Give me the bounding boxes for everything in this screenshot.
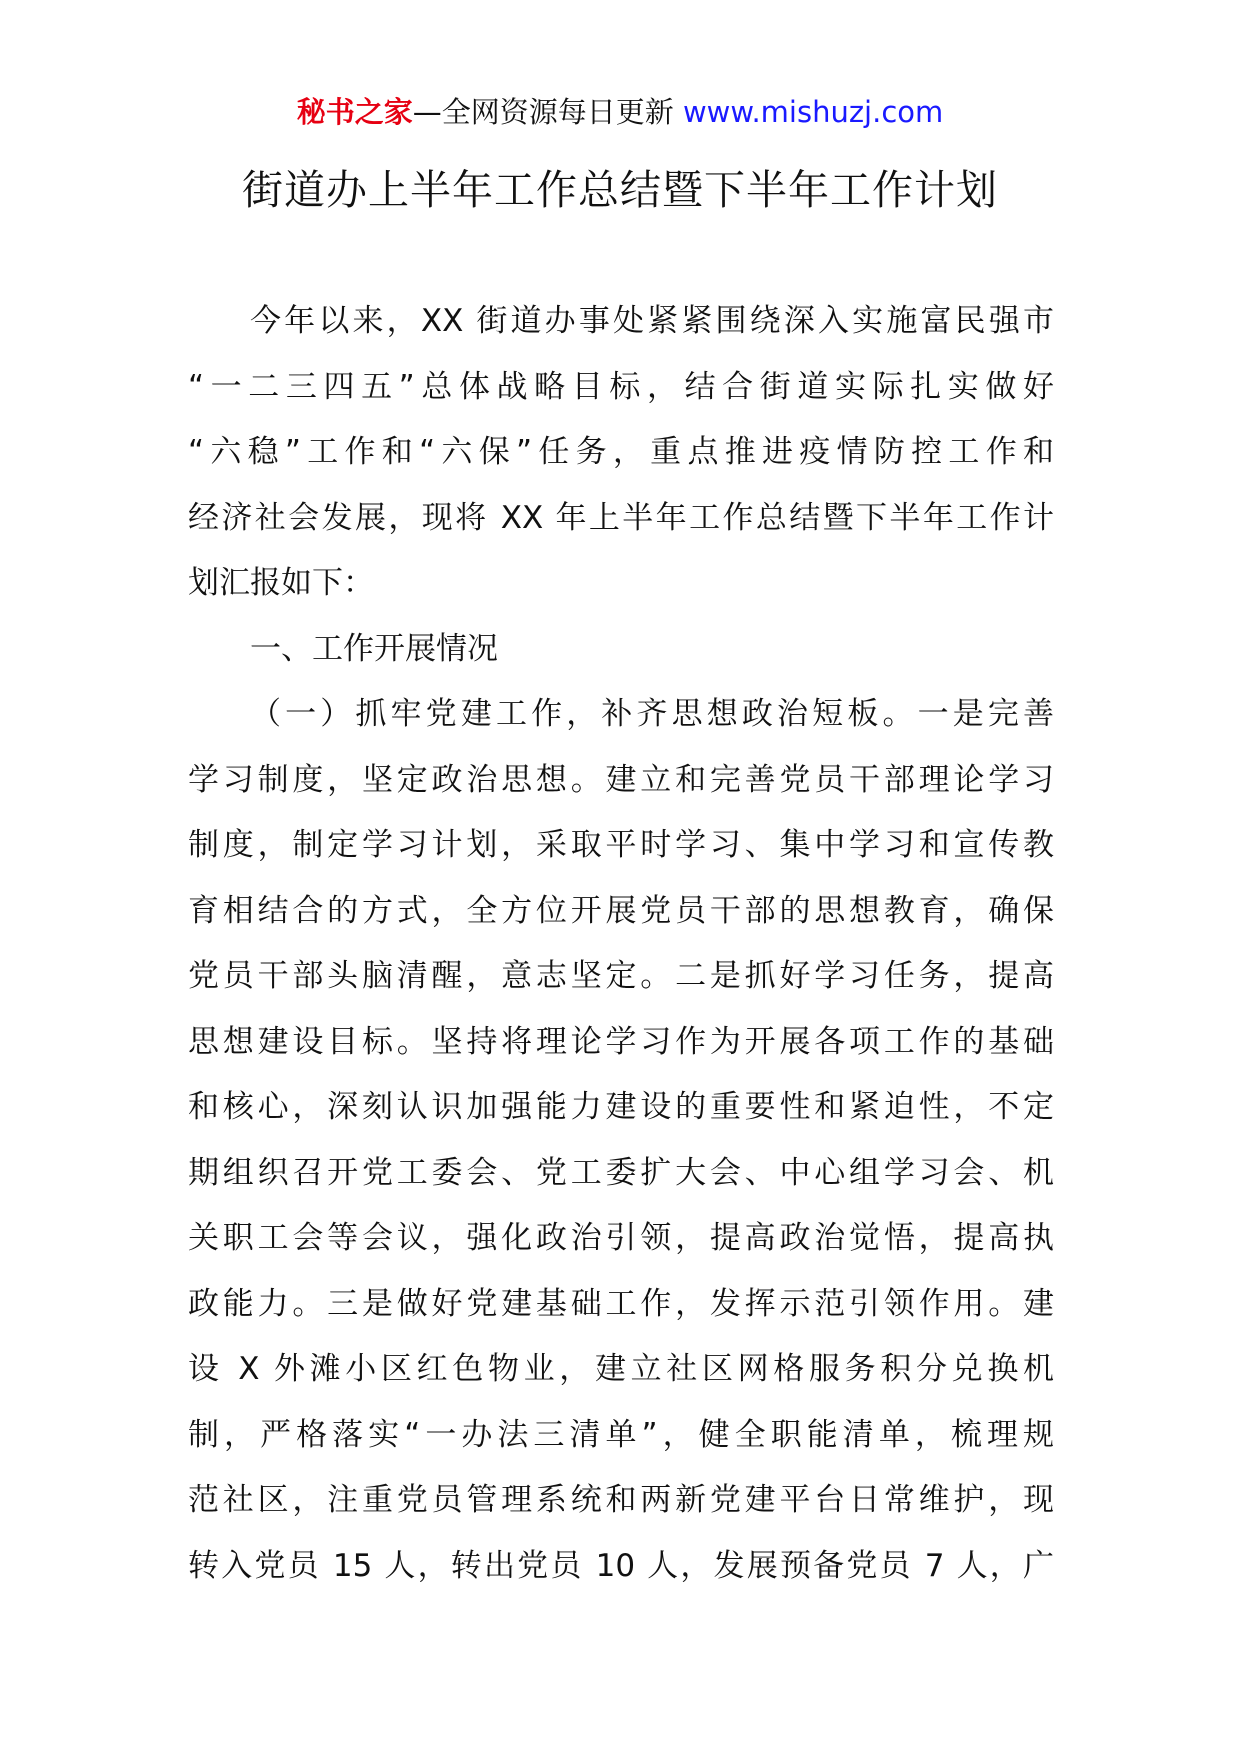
paragraph-line: “一二三四五”总体战略目标，结合街道实际扎实做好 — [188, 368, 1054, 405]
document-body — [188, 289, 1054, 1599]
banner-tagline: —全网资源每日更新 — [412, 95, 674, 129]
paragraph-line: 育相结合的方式，全方位开展党员干部的思想教育，确保 — [188, 892, 1054, 929]
paragraph-line: 今年以来，XX 街道办事处紧紧围绕深入实施富民强市 — [250, 303, 1054, 339]
section-heading: 一、工作开展情况 — [250, 630, 498, 667]
brand-name: 秘书之家 — [296, 95, 413, 129]
paragraph-line: 思想建设目标。坚持将理论学习作为开展各项工作的基础 — [188, 1023, 1054, 1060]
paragraph-line: 关职工会等会议，强化政治引领，提高政治觉悟，提高执 — [188, 1220, 1054, 1256]
paragraph-line: 学习制度，坚定政治思想。建立和完善党员干部理论学习 — [188, 761, 1054, 798]
paragraph-line: 党员干部头脑清醒，意志坚定。二是抓好学习任务，提高 — [188, 958, 1054, 994]
paragraph-line: 期组织召开党工委会、党工委扩大会、中心组学习会、机 — [188, 1154, 1054, 1191]
paragraph-line: 政能力。三是做好党建基础工作，发挥示范引领作用。建 — [188, 1285, 1054, 1322]
paragraph-line: （一）抓牢党建工作，补齐思想政治短板。一是完善 — [250, 696, 1054, 732]
paragraph-line: 转入党员 15 人，转出党员 10 人，发展预备党员 7 人，广 — [188, 1547, 1054, 1584]
paragraph-line: 和核心，深刻认识加强能力建设的重要性和紧迫性，不定 — [188, 1089, 1054, 1125]
document-title: 街道办上半年工作总结暨下半年工作计划 — [242, 166, 998, 214]
paragraph-line: 划汇报如下： — [188, 565, 374, 601]
paragraph-line: 设 X 外滩小区红色物业，建立社区网格服务积分兑换机 — [188, 1351, 1054, 1387]
site-banner — [0, 92, 1240, 132]
paragraph-line: “六稳”工作和“六保”任务，重点推进疫情防控工作和 — [188, 434, 1054, 470]
paragraph-line: 经济社会发展，现将 XX 年上半年工作总结暨下半年工作计 — [188, 499, 1054, 536]
paragraph-line: 制度，制定学习计划，采取平时学习、集中学习和宣传教 — [188, 827, 1054, 863]
paragraph-line: 范社区，注重党员管理系统和两新党建平台日常维护，现 — [188, 1482, 1054, 1518]
site-url-link[interactable]: www.mishuzj.com — [682, 95, 944, 129]
paragraph-line: 制，严格落实“一办法三清单”，健全职能清单，梳理规 — [188, 1416, 1054, 1453]
